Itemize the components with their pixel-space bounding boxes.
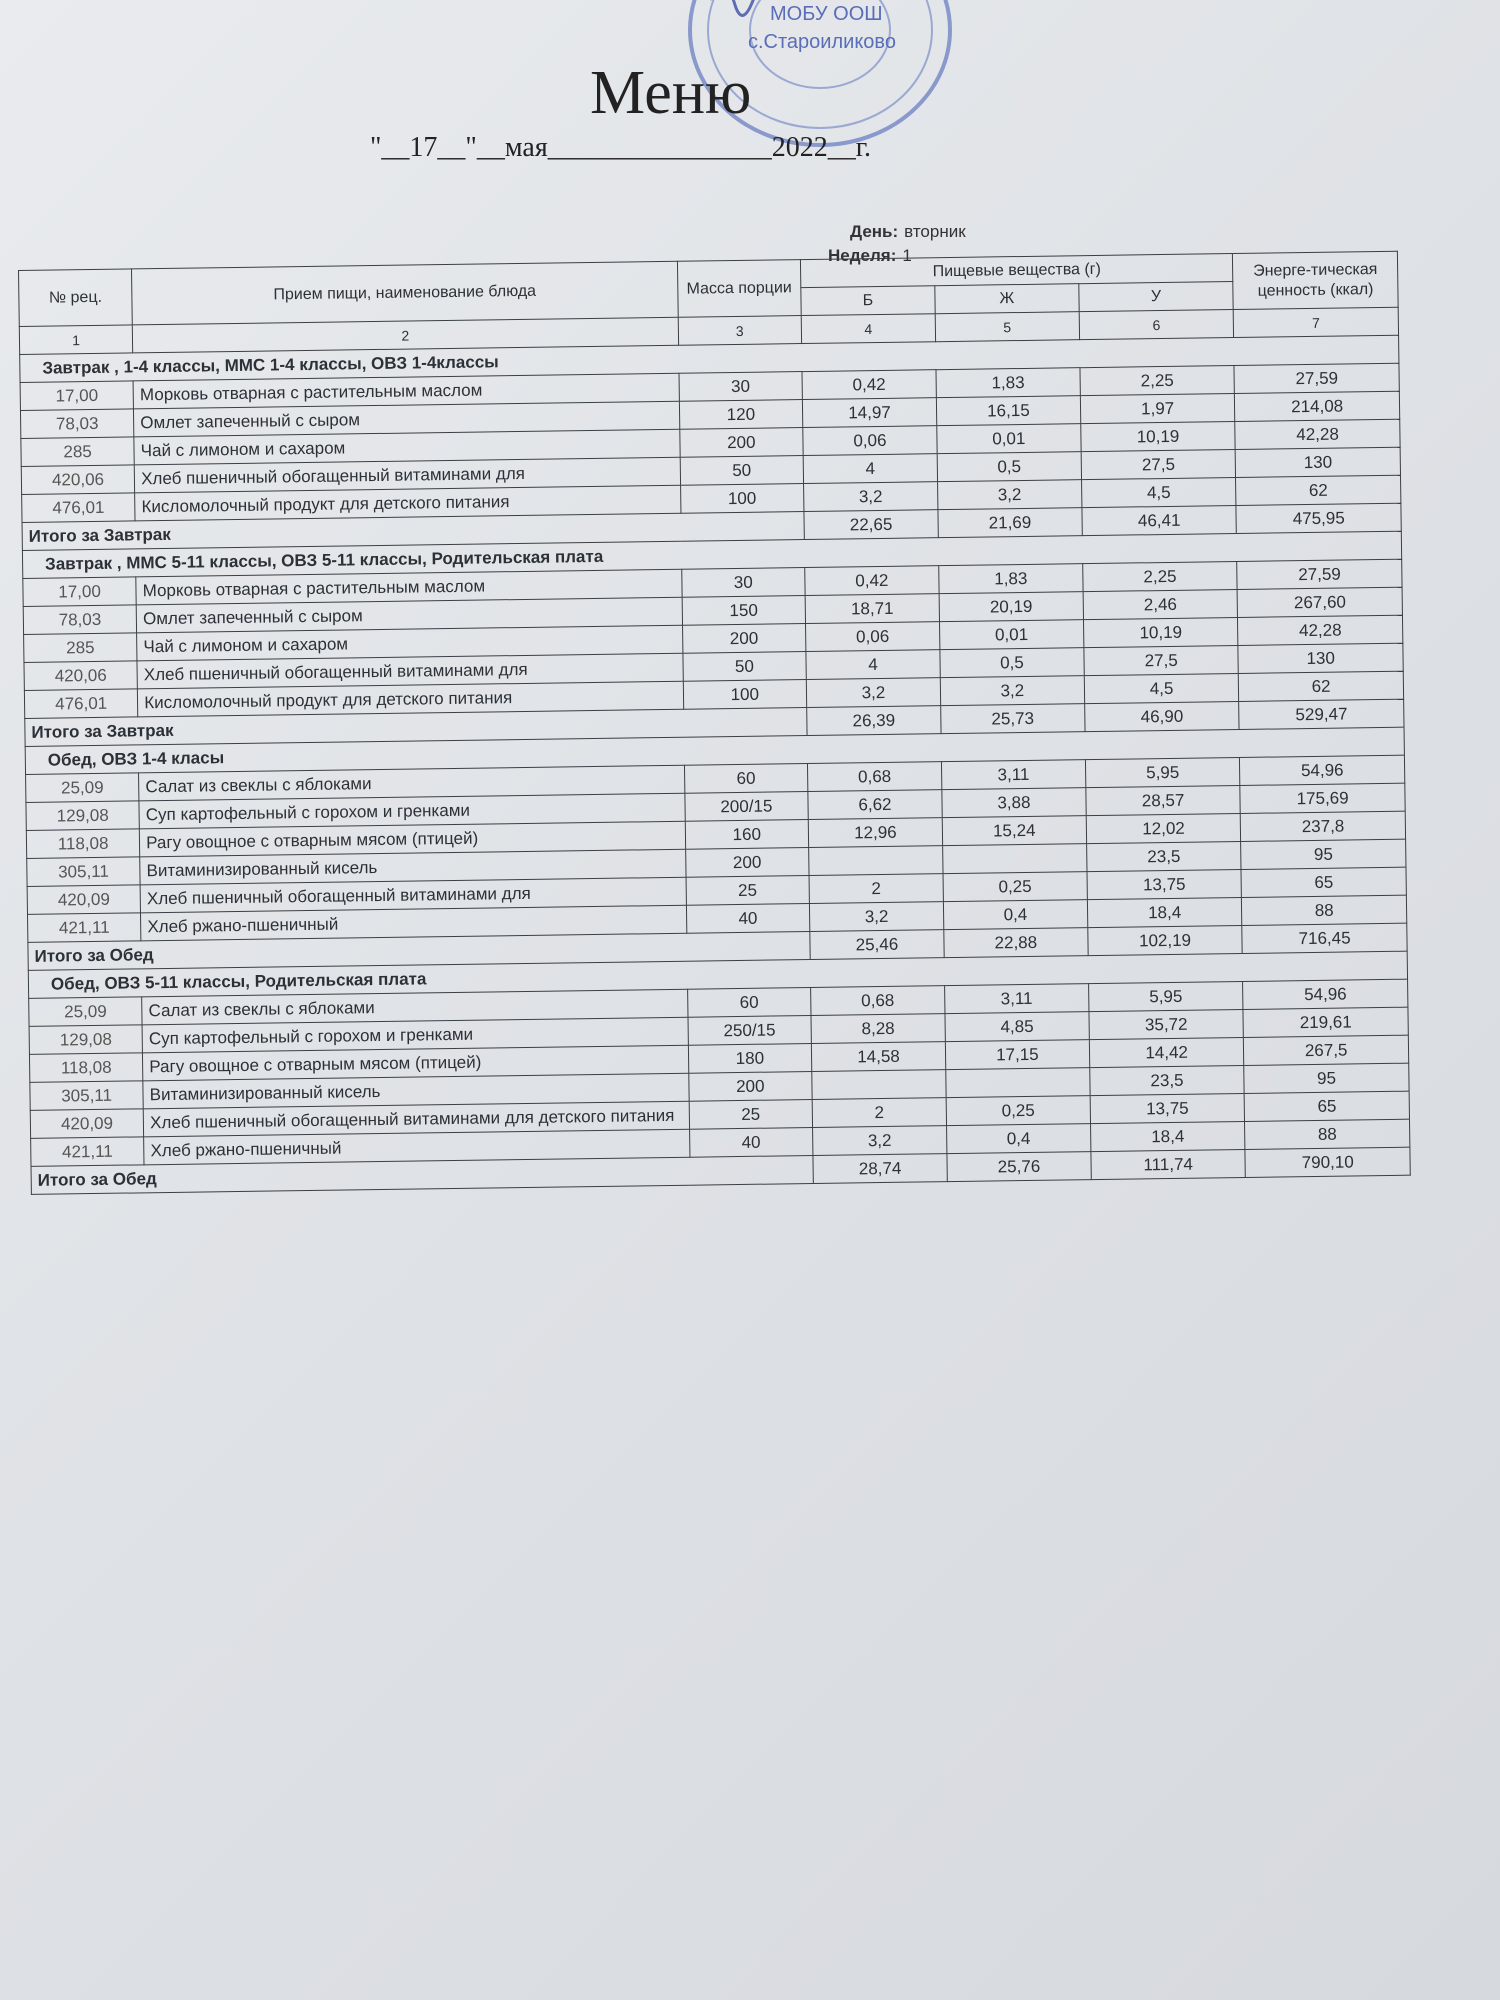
section-title: Завтрак , ММС 5-11 классы, ОВЗ 5-11 классы, Родительская плата xyxy=(22,531,1401,578)
protein-value: 14,97 xyxy=(802,398,936,428)
section-title: Завтрак , 1-4 классы, ММС 1-4 классы, ОВЗ 1-4классы xyxy=(20,335,1399,382)
section-title: Обед, ОВЗ 5-11 классы, Родительская плата xyxy=(28,951,1407,998)
dish-name: Чай с лимоном и сахаром xyxy=(137,625,683,661)
portion-mass: 60 xyxy=(684,764,808,794)
dish-name: Омлет запеченный с сыром xyxy=(134,401,680,437)
energy-value: 27,59 xyxy=(1237,559,1402,589)
total-protein: 22,65 xyxy=(804,510,938,540)
recipe-number: 118,08 xyxy=(29,1053,143,1083)
energy-value: 95 xyxy=(1241,839,1406,869)
column-number-4: 4 xyxy=(801,314,935,344)
total-carbs: 46,90 xyxy=(1085,701,1240,731)
portion-mass: 40 xyxy=(689,1127,813,1157)
carbs-value: 4,5 xyxy=(1081,478,1236,508)
dish-name: Суп картофельный с горохом и гренками xyxy=(142,1017,688,1053)
recipe-number: 476,01 xyxy=(24,689,138,719)
recipe-number: 420,06 xyxy=(24,661,138,691)
recipe-number: 25,09 xyxy=(26,773,140,803)
portion-mass: 100 xyxy=(680,484,804,514)
carbs-value: 2,46 xyxy=(1083,590,1238,620)
recipe-number: 421,11 xyxy=(27,913,141,943)
day-of-week xyxy=(850,222,966,242)
col-u-header: У xyxy=(1079,282,1234,312)
carbs-value: 5,95 xyxy=(1085,757,1240,787)
portion-mass: 30 xyxy=(679,372,803,402)
dish-name: Морковь отварная с растительным маслом xyxy=(133,373,679,409)
fat-value: 0,4 xyxy=(943,900,1087,930)
energy-value: 214,08 xyxy=(1235,391,1400,421)
column-number-7: 7 xyxy=(1233,307,1398,337)
portion-mass: 150 xyxy=(682,596,806,626)
recipe-number: 78,03 xyxy=(20,409,134,439)
dish-name: Хлеб ржано-пшеничный xyxy=(144,1129,690,1165)
col-nutrients-header: Пищевые вещества (г) xyxy=(801,254,1234,288)
energy-value: 88 xyxy=(1242,895,1407,925)
total-energy: 790,10 xyxy=(1245,1147,1410,1177)
carbs-value: 13,75 xyxy=(1087,869,1242,899)
total-label: Итого за Завтрак xyxy=(22,512,804,551)
dish-name: Витаминизированный кисель xyxy=(143,1073,689,1109)
carbs-value: 5,95 xyxy=(1088,981,1243,1011)
total-protein: 28,74 xyxy=(813,1154,947,1184)
protein-value xyxy=(812,1070,946,1100)
fat-value: 16,15 xyxy=(936,396,1080,426)
total-energy: 529,47 xyxy=(1239,699,1404,729)
dish-name: Хлеб пшеничный обогащенный витаминами для xyxy=(140,877,686,913)
carbs-value: 2,25 xyxy=(1083,562,1238,592)
energy-value: 42,28 xyxy=(1235,419,1400,449)
portion-mass: 160 xyxy=(685,820,809,850)
fat-value: 15,24 xyxy=(942,816,1086,846)
svg-text:с.Староиликово: с.Староиликово xyxy=(748,31,896,53)
protein-value: 8,28 xyxy=(811,1014,945,1044)
dish-name: Кисломолочный продукт для детского питания xyxy=(135,485,681,521)
energy-value: 130 xyxy=(1235,447,1400,477)
recipe-number: 17,00 xyxy=(23,577,137,607)
recipe-number: 17,00 xyxy=(20,381,134,411)
carbs-value: 2,25 xyxy=(1080,366,1235,396)
fat-value xyxy=(942,844,1086,874)
portion-mass: 30 xyxy=(681,568,805,598)
dish-name: Морковь отварная с растительным маслом xyxy=(136,569,682,605)
dish-name: Чай с лимоном и сахаром xyxy=(134,429,680,465)
fat-value: 17,15 xyxy=(945,1040,1089,1070)
fat-value: 0,5 xyxy=(937,452,1081,482)
total-label: Итого за Обед xyxy=(28,932,810,971)
total-energy: 716,45 xyxy=(1242,923,1407,953)
recipe-number: 285 xyxy=(24,633,138,663)
total-fat: 22,88 xyxy=(944,928,1088,958)
recipe-number: 420,06 xyxy=(21,465,135,495)
dish-name: Омлет запеченный с сыром xyxy=(136,597,682,633)
fat-value: 0,4 xyxy=(946,1124,1090,1154)
recipe-number: 129,08 xyxy=(29,1025,143,1055)
recipe-number: 25,09 xyxy=(29,997,143,1027)
recipe-number: 118,08 xyxy=(26,829,140,859)
protein-value: 14,58 xyxy=(811,1042,945,1072)
fat-value: 3,2 xyxy=(937,480,1081,510)
carbs-value: 28,57 xyxy=(1086,785,1241,815)
carbs-value: 10,19 xyxy=(1083,618,1238,648)
protein-value: 2 xyxy=(809,874,943,904)
dish-name: Хлеб пшеничный обогащенный витаминами для детского питания xyxy=(143,1101,689,1137)
recipe-number: 420,09 xyxy=(30,1109,144,1139)
fat-value: 1,83 xyxy=(939,564,1083,594)
week-label: Неделя: xyxy=(828,246,897,265)
col-name-header: Прием пищи, наименование блюда xyxy=(132,261,678,325)
portion-mass: 200 xyxy=(682,624,806,654)
dish-name: Хлеб пшеничный обогащенный витаминами для xyxy=(137,653,683,689)
recipe-number: 285 xyxy=(21,437,135,467)
fat-value: 3,88 xyxy=(942,788,1086,818)
protein-value: 0,06 xyxy=(806,622,940,652)
total-energy: 475,95 xyxy=(1236,503,1401,533)
col-recipe-header: № рец. xyxy=(19,269,133,327)
total-label: Итого за Завтрак xyxy=(25,708,807,747)
protein-value: 3,2 xyxy=(806,678,940,708)
col-b-header: Б xyxy=(801,286,935,316)
total-protein: 26,39 xyxy=(807,706,941,736)
carbs-value: 1,97 xyxy=(1080,394,1235,424)
recipe-number: 305,11 xyxy=(27,857,141,887)
energy-value: 42,28 xyxy=(1238,615,1403,645)
column-number-5: 5 xyxy=(935,312,1079,342)
total-fat: 25,73 xyxy=(941,704,1085,734)
portion-mass: 100 xyxy=(683,680,807,710)
dish-name: Кисломолочный продукт для детского питания xyxy=(138,681,684,717)
column-number-3: 3 xyxy=(678,316,802,346)
carbs-value: 27,5 xyxy=(1084,646,1239,676)
fat-value: 0,01 xyxy=(937,424,1081,454)
fat-value: 4,85 xyxy=(945,1012,1089,1042)
recipe-number: 420,09 xyxy=(27,885,141,915)
carbs-value: 23,5 xyxy=(1087,841,1242,871)
dish-name: Салат из свеклы с яблоками xyxy=(142,989,688,1025)
menu-table-wrapper xyxy=(18,251,1411,1195)
fat-value: 3,11 xyxy=(941,760,1085,790)
fat-value: 20,19 xyxy=(939,592,1083,622)
portion-mass: 200 xyxy=(679,428,803,458)
carbs-value: 12,02 xyxy=(1086,813,1241,843)
fat-value: 0,25 xyxy=(943,872,1087,902)
fat-value: 1,83 xyxy=(936,368,1080,398)
protein-value: 4 xyxy=(806,650,940,680)
protein-value: 2 xyxy=(812,1098,946,1128)
energy-value: 54,96 xyxy=(1240,755,1405,785)
dish-name: Витаминизированный кисель xyxy=(140,849,686,885)
energy-value: 54,96 xyxy=(1243,979,1408,1009)
energy-value: 267,60 xyxy=(1237,587,1402,617)
portion-mass: 180 xyxy=(688,1043,812,1073)
portion-mass: 50 xyxy=(683,652,807,682)
svg-text:МОБУ ООШ: МОБУ ООШ xyxy=(770,3,883,25)
energy-value: 62 xyxy=(1236,475,1401,505)
column-number-2: 2 xyxy=(132,317,678,353)
carbs-value: 14,42 xyxy=(1089,1037,1244,1067)
protein-value: 3,2 xyxy=(804,482,938,512)
carbs-value: 27,5 xyxy=(1081,450,1236,480)
protein-value: 0,68 xyxy=(811,986,945,1016)
carbs-value: 4,5 xyxy=(1084,673,1239,703)
carbs-value: 10,19 xyxy=(1081,422,1236,452)
protein-value: 3,2 xyxy=(810,902,944,932)
menu-table xyxy=(18,251,1411,1195)
recipe-number: 421,11 xyxy=(31,1137,145,1167)
energy-value: 95 xyxy=(1244,1063,1409,1093)
protein-value: 0,06 xyxy=(803,426,937,456)
section-title: Обед, ОВЗ 1-4 класы xyxy=(25,727,1404,774)
energy-value: 65 xyxy=(1241,867,1406,897)
protein-value: 6,62 xyxy=(808,790,942,820)
energy-value: 27,59 xyxy=(1234,363,1399,393)
carbs-value: 18,4 xyxy=(1090,1121,1245,1151)
carbs-value: 23,5 xyxy=(1090,1065,1245,1095)
fat-value: 0,5 xyxy=(940,648,1084,678)
protein-value xyxy=(809,846,943,876)
protein-value: 0,68 xyxy=(808,762,942,792)
dish-name: Суп картофельный с горохом и гренками xyxy=(139,793,685,829)
portion-mass: 25 xyxy=(686,876,810,906)
protein-value: 3,2 xyxy=(813,1126,947,1156)
protein-value: 0,42 xyxy=(805,566,939,596)
recipe-number: 78,03 xyxy=(23,605,137,635)
energy-value: 175,69 xyxy=(1240,783,1405,813)
energy-value: 130 xyxy=(1238,643,1403,673)
portion-mass: 50 xyxy=(680,456,804,486)
carbs-value: 18,4 xyxy=(1087,897,1242,927)
page-title: Меню xyxy=(590,59,752,127)
recipe-number: 129,08 xyxy=(26,801,140,831)
fat-value: 3,2 xyxy=(940,676,1084,706)
carbs-value: 13,75 xyxy=(1090,1093,1245,1123)
dish-name: Рагу овощное с отварным мясом (птицей) xyxy=(140,821,686,857)
recipe-number: 476,01 xyxy=(22,493,136,523)
energy-value: 62 xyxy=(1239,671,1404,701)
dish-name: Салат из свеклы с яблоками xyxy=(139,765,685,801)
total-label: Итого за Обед xyxy=(31,1155,813,1194)
protein-value: 18,71 xyxy=(805,594,939,624)
menu-date: "__17__"__мая________________2022__г. xyxy=(370,132,872,163)
energy-value: 219,61 xyxy=(1243,1007,1408,1037)
dish-name: Хлеб ржано-пшеничный xyxy=(141,905,687,941)
protein-value: 4 xyxy=(803,454,937,484)
recipe-number: 305,11 xyxy=(30,1081,144,1111)
column-number-1: 1 xyxy=(19,325,133,355)
col-mass-header: Масса порции xyxy=(677,260,801,318)
energy-value: 65 xyxy=(1244,1091,1409,1121)
menu-table-body xyxy=(20,335,1411,1194)
dish-name: Хлеб пшеничный обогащенный витаминами для xyxy=(134,457,680,493)
portion-mass: 200 xyxy=(688,1071,812,1101)
week-value: 1 xyxy=(902,246,912,265)
portion-mass: 40 xyxy=(686,904,810,934)
day-label: День: xyxy=(850,222,899,241)
total-fat: 25,76 xyxy=(947,1152,1091,1182)
col-energy-header: Энерге-тическая ценность (ккал) xyxy=(1233,251,1398,309)
portion-mass: 200 xyxy=(685,848,809,878)
col-zh-header: Ж xyxy=(935,284,1079,314)
carbs-value: 35,72 xyxy=(1089,1009,1244,1039)
day-value: вторник xyxy=(904,222,966,241)
energy-value: 267,5 xyxy=(1244,1035,1409,1065)
portion-mass: 25 xyxy=(689,1099,813,1129)
dish-name: Рагу овощное с отварным мясом (птицей) xyxy=(143,1045,689,1081)
energy-value: 237,8 xyxy=(1241,811,1406,841)
portion-mass: 120 xyxy=(679,400,803,430)
portion-mass: 200/15 xyxy=(684,792,808,822)
energy-value: 88 xyxy=(1245,1119,1410,1149)
fat-value: 0,25 xyxy=(946,1096,1090,1126)
total-fat: 21,69 xyxy=(938,508,1082,538)
fat-value: 3,11 xyxy=(944,984,1088,1014)
protein-value: 0,42 xyxy=(802,370,936,400)
total-carbs: 102,19 xyxy=(1088,925,1243,955)
portion-mass: 250/15 xyxy=(688,1015,812,1045)
total-carbs: 111,74 xyxy=(1091,1149,1246,1179)
fat-value xyxy=(946,1068,1090,1098)
total-protein: 25,46 xyxy=(810,930,944,960)
protein-value: 12,96 xyxy=(808,818,942,848)
portion-mass: 60 xyxy=(687,988,811,1018)
column-number-6: 6 xyxy=(1079,310,1234,340)
total-carbs: 46,41 xyxy=(1082,506,1237,536)
fat-value: 0,01 xyxy=(939,620,1083,650)
